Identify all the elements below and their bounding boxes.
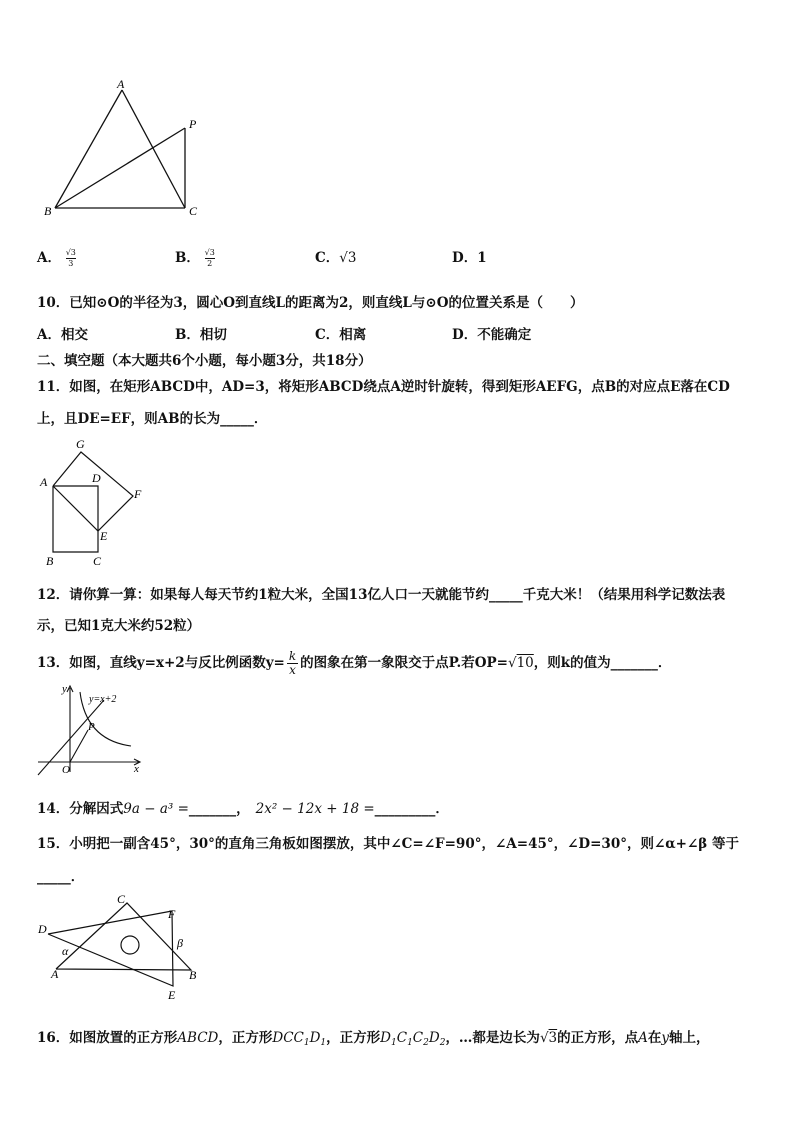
q10-option-c[interactable]: C．相离 — [315, 327, 367, 343]
label-D: D — [38, 922, 47, 936]
q12-line1: 12．请你算一算：如果每人每天节约1粒大米，全国13亿人口一天就能节约_____千克大米！（结果用科学记数法表 — [37, 587, 726, 603]
fraction: $\frac{√3}{2}$ — [204, 248, 215, 268]
q9-option-c[interactable]: C．√3 — [315, 250, 357, 266]
q15-line1: 15．小明把一副含45°，30°的直角三角板如图摆放，其中∠C=∠F=90°，∠A=45°，∠D=30°，则∠α+∠β 等于 — [37, 836, 739, 852]
q11-line2: 上，且DE=EF，则AB的长为_____． — [37, 411, 268, 427]
label-B: B — [189, 968, 197, 982]
q16-stem: 16．如图放置的正方形ABCD，正方形$DCC_1D_1$，正方形$D_1C_1C_2D_2$，…都是边长为√3的正方形，点A在y轴上， — [37, 1030, 710, 1048]
rect-ABCD — [53, 486, 98, 552]
q9-option-b[interactable]: B． $\frac{√3}{2}$ — [175, 248, 215, 268]
label-E: E — [100, 529, 108, 543]
q9-option-d[interactable]: D．1 — [452, 250, 487, 266]
label-y: y — [62, 683, 67, 695]
label-B: B — [46, 554, 54, 568]
rect-AEFG — [53, 452, 133, 531]
label-beta: β — [177, 936, 183, 950]
label-A: A — [51, 967, 59, 981]
label-A: A — [117, 77, 125, 91]
label-P: P — [189, 117, 197, 131]
line-BP — [55, 128, 185, 208]
q13-figure — [36, 680, 151, 778]
q14-stem: 14．分解因式9a − a³ =_______， 2x² − 12x + 18 =_________． — [37, 801, 449, 817]
line-y-x-plus-2 — [38, 700, 104, 775]
q10-stem: 10．已知⊙O的半径为3，圆心O到直线L的距离为2，则直线L与⊙O的位置关系是（ ） — [37, 295, 584, 311]
q12-line2: 示，已知1克大米约52粒） — [37, 618, 201, 634]
section-heading: 二、填空题（本大题共6个小题，每小题3分，共18分） — [37, 353, 372, 369]
label-x: x — [134, 763, 139, 775]
q9-figure — [30, 75, 210, 225]
label-P: P — [88, 721, 95, 733]
label-F: F — [134, 487, 142, 501]
label-B: B — [44, 204, 52, 218]
label-D: D — [92, 471, 101, 485]
q9-option-a[interactable]: A． $\frac{√3}{3}$ — [37, 248, 76, 268]
label-C: C — [189, 204, 198, 218]
label-G: G — [76, 437, 85, 451]
label-E: E — [168, 988, 176, 1002]
line-AB — [55, 90, 122, 208]
label-C: C — [117, 892, 126, 906]
q10-option-b[interactable]: B．相切 — [175, 327, 227, 343]
label-line: y=x+2 — [89, 694, 117, 705]
line-AC — [122, 90, 185, 208]
q10-option-a[interactable]: A．相交 — [37, 327, 88, 343]
q10-option-d[interactable]: D．不能确定 — [452, 327, 532, 343]
label-alpha: α — [62, 944, 69, 958]
q13-stem: 13．如图，直线y=x+2与反比例函数y= $\frac{k}{x}$ 的图象在第一象限交于点P.若OP=√10，则k的值为_______． — [37, 649, 672, 677]
q15-line2: _____． — [37, 869, 85, 885]
fraction: $\frac{√3}{3}$ — [65, 248, 76, 268]
label-F: F — [168, 907, 176, 921]
q15-figure — [34, 890, 209, 1005]
triangle-hole — [121, 936, 139, 954]
label-C: C — [93, 554, 102, 568]
q11-figure — [36, 434, 156, 570]
label-O: O — [62, 764, 70, 776]
q13-fraction: $\frac{k}{x}$ — [288, 649, 297, 677]
label-A: A — [40, 475, 48, 489]
q11-line1: 11．如图，在矩形ABCD中，AD=3，将矩形ABCD绕点A逆时针旋转，得到矩形AEFG，点B的对应点E落在CD — [37, 379, 730, 395]
